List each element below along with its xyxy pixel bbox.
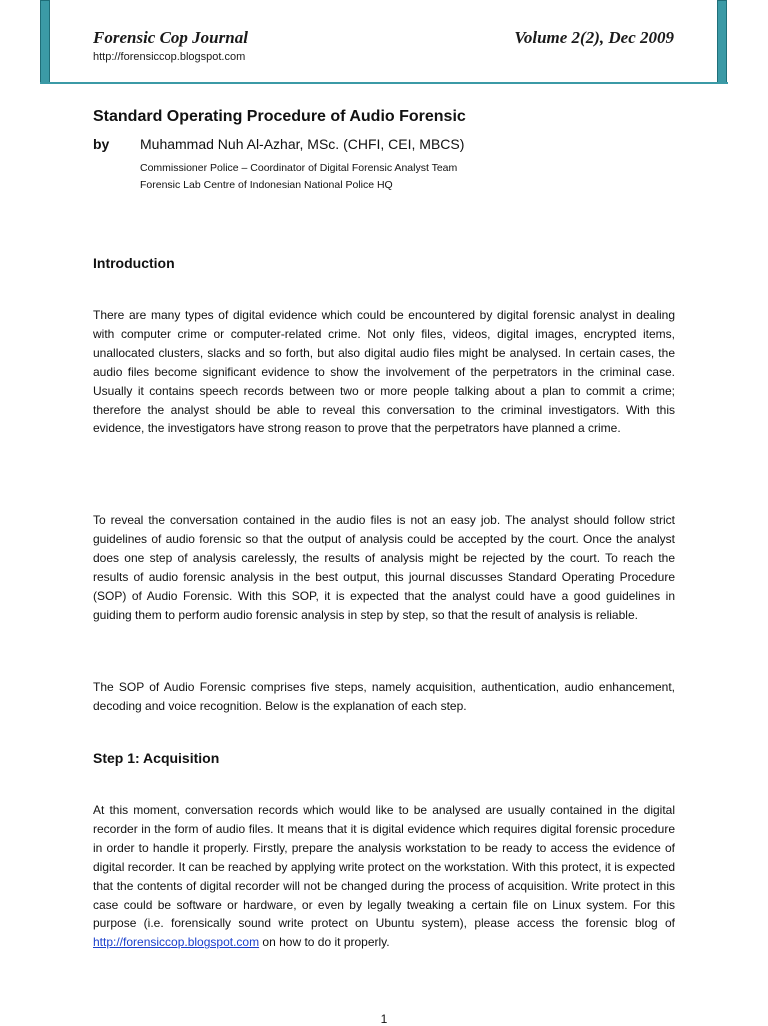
article-title: Standard Operating Procedure of Audio Forensic — [93, 108, 466, 125]
journal-volume: Volume 2(2), Dec 2009 — [514, 28, 674, 47]
author-affiliation-title: Commissioner Police – Coordinator of Digital Forensic Analyst Team — [140, 162, 458, 174]
step1-paragraph-tail: on how to do it properly. — [259, 935, 390, 950]
author-name: Muhammad Nuh Al-Azhar, MSc. (CHFI, CEI, MBCS) — [140, 136, 465, 152]
section-heading-introduction: Introduction — [93, 255, 175, 271]
author-affiliation-org: Forensic Lab Centre of Indonesian National Police HQ — [140, 179, 393, 191]
journal-name: Forensic Cop Journal — [93, 28, 248, 47]
intro-paragraph-3: The SOP of Audio Forensic comprises five steps, namely acquisition, authentication, audio enhancement, decoding and voice recognition. Below is the explanation of each step. — [93, 680, 675, 713]
intro-paragraph-2: To reveal the conversation contained in the audio files is not an easy job. The analyst should follow strict guidelines of audio forensic so that the output of analysis could be accepted by the court. Once the analyst does one step of analysis carelessly, the results of analysis might be rejected by the court. To reach the results of audio forensic analysis in the best output, this journal discusses Standard Operating Procedure (SOP) of Audio Forensic. With this SOP, it is expected that the analyst could have a good guidelines in guiding them to perform audio forensic analysis in step by step, so that the result of analysis is reliable. — [93, 513, 675, 622]
section-heading-step1: Step 1: Acquisition — [93, 750, 220, 766]
page-number: 1 — [380, 1012, 388, 1026]
header-accent-bar-left — [40, 0, 50, 83]
step1-paragraph-text: At this moment, conversation records which would like to be analysed are usually contained in the digital recorder in the form of audio files. It means that it is digital evidence which requires digital forensic procedure in order to handle it properly. Firstly, prepare the analysis workstation to be ready to access the evidence of digital recorder. It can be reached by applying write protect on the workstation. With this protect, it is expected that the contents of digital recorder will not be changed during the process of acquisition. Write protect in this case could be software or hardware, or even by legally tweaking a certain file on Linux system. For this purpose (i.e. forensically sound write protect on Ubuntu system), please access the forensic blog of — [93, 803, 675, 931]
by-label: by — [93, 136, 110, 152]
journal-url: http://forensiccop.blogspot.com — [93, 51, 246, 63]
intro-paragraph-1: There are many types of digital evidence which could be encountered by digital forensic analyst in dealing with computer crime or computer-related crime. Not only files, videos, digital images, encrypted items, unallocated clusters, slacks and so forth, but also digital audio files might be analysed. In certain cases, the audio files become significant evidence to show the involvement of the perpetrators in the criminal case. Usually it contains speech records between two or more people talking about a plan to commit a crime; therefore the analyst should be able to reveal this conversation to the criminal investigators. With this evidence, the investigators have strong reason to prove that the perpetrators have planned a crime. — [93, 308, 675, 436]
forensic-blog-link[interactable]: http://forensiccop.blogspot.com — [93, 935, 260, 950]
header-divider — [40, 82, 728, 84]
step1-paragraph — [93, 801, 675, 952]
header-accent-bar-right — [717, 0, 727, 83]
